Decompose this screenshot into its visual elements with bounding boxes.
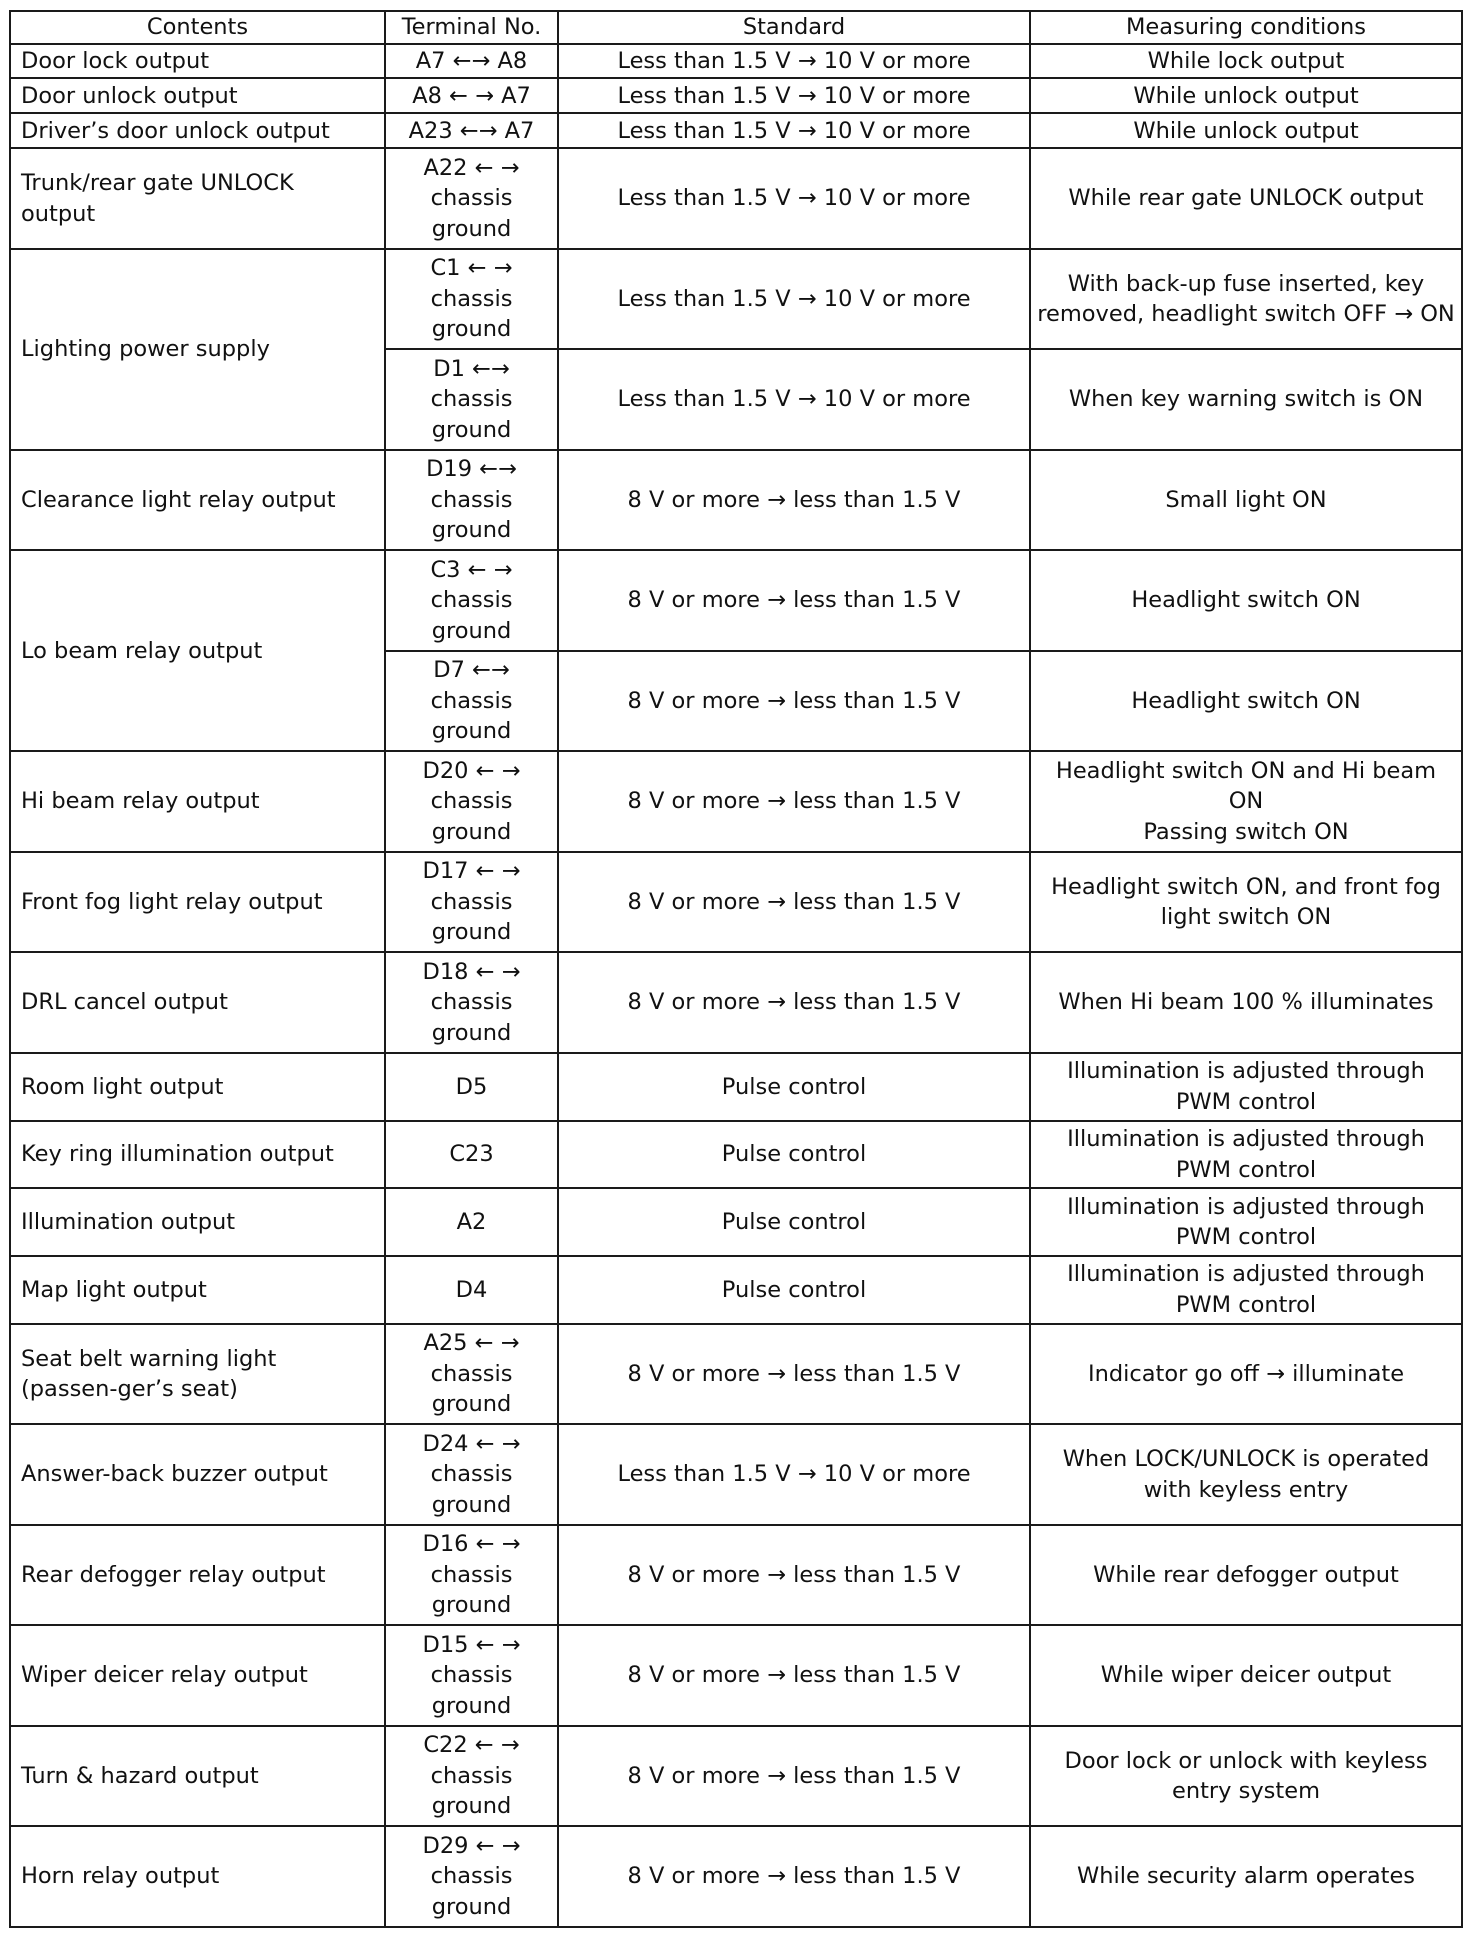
cell-standard: 8 V or more → less than 1.5 V — [558, 1826, 1030, 1927]
cell-conditions: When Hi beam 100 % illuminates — [1030, 952, 1462, 1053]
cell-standard: 8 V or more → less than 1.5 V — [558, 1525, 1030, 1626]
cell-conditions: Illumination is adjusted through PWM control — [1030, 1188, 1462, 1256]
cell-conditions: Illumination is adjusted through PWM control — [1030, 1121, 1462, 1189]
cell-contents: Driver’s door unlock output — [10, 113, 385, 148]
terminal-pin: D7 ←→ — [433, 657, 510, 684]
cell-standard: Less than 1.5 V → 10 V or more — [558, 78, 1030, 113]
table-row — [10, 1525, 1462, 1626]
cell-terminal: D5 — [385, 1053, 558, 1121]
cell-standard: Pulse control — [558, 1053, 1030, 1121]
table-row — [10, 952, 1462, 1053]
cell-conditions: Small light ON — [1030, 450, 1462, 551]
cell-terminal — [385, 1726, 558, 1827]
table-row — [10, 78, 1462, 113]
terminal-line-3: ground — [431, 316, 512, 343]
terminal-line-3: ground — [431, 1692, 512, 1719]
cell-standard: Less than 1.5 V → 10 V or more — [558, 113, 1030, 148]
terminal-pin: D16 ← → — [422, 1531, 521, 1558]
header-conditions: Measuring conditions — [1030, 11, 1462, 44]
cell-standard: 8 V or more → less than 1.5 V — [558, 651, 1030, 752]
terminal-line-2: chassis — [430, 788, 513, 815]
terminal-line-3: ground — [431, 1793, 512, 1820]
cell-conditions — [1030, 751, 1462, 852]
cell-contents: Room light output — [10, 1053, 385, 1121]
terminal-pin: D19 ←→ — [426, 456, 517, 483]
terminal-pin: C3 ← → — [430, 556, 513, 583]
cell-standard: 8 V or more → less than 1.5 V — [558, 852, 1030, 953]
terminal-pin: D18 ← → — [422, 958, 521, 985]
terminal-line-2: chassis — [430, 1360, 513, 1387]
cell-contents: Door unlock output — [10, 78, 385, 113]
condition-line: Headlight switch ON and Hi beam ON — [1055, 757, 1437, 815]
cell-conditions: When LOCK/UNLOCK is operated with keyless entry — [1030, 1424, 1462, 1525]
table-row — [10, 44, 1462, 79]
table-row — [10, 249, 1462, 350]
terminal-pin: A25 ← → — [423, 1330, 520, 1357]
cell-contents: Front fog light relay output — [10, 852, 385, 953]
cell-terminal — [385, 952, 558, 1053]
cell-terminal — [385, 1525, 558, 1626]
table-row — [10, 852, 1462, 953]
terminal-line-2: chassis — [430, 1762, 513, 1789]
table-row — [10, 751, 1462, 852]
cell-terminal — [385, 852, 558, 953]
cell-conditions: While rear gate UNLOCK output — [1030, 148, 1462, 249]
cell-terminal — [385, 1826, 558, 1927]
terminal-pin: C22 ← → — [423, 1732, 520, 1759]
cell-conditions: Headlight switch ON, and front fog light switch ON — [1030, 852, 1462, 953]
table-row — [10, 1188, 1462, 1256]
cell-contents: Trunk/rear gate UNLOCK output — [10, 148, 385, 249]
cell-standard: 8 V or more → less than 1.5 V — [558, 450, 1030, 551]
cell-contents: Wiper deicer relay output — [10, 1625, 385, 1726]
terminal-line-2: chassis — [430, 587, 513, 614]
cell-conditions: While security alarm operates — [1030, 1826, 1462, 1927]
table-row — [10, 1726, 1462, 1827]
terminal-line-3: ground — [431, 919, 512, 946]
terminal-line-2: chassis — [430, 185, 513, 212]
cell-terminal: D4 — [385, 1256, 558, 1324]
cell-conditions: With back-up fuse inserted, key removed, headlight switch OFF → ON — [1030, 249, 1462, 350]
cell-terminal — [385, 550, 558, 651]
condition-line-2: Passing switch ON — [1143, 818, 1349, 845]
cell-terminal — [385, 651, 558, 752]
table-row — [10, 550, 1462, 651]
terminal-line-3: ground — [431, 1592, 512, 1619]
cell-contents: Map light output — [10, 1256, 385, 1324]
table-row — [10, 1424, 1462, 1525]
cell-contents: Horn relay output — [10, 1826, 385, 1927]
terminal-line-3: ground — [431, 718, 512, 745]
cell-standard: 8 V or more → less than 1.5 V — [558, 550, 1030, 651]
cell-terminal — [385, 1625, 558, 1726]
cell-standard: Less than 1.5 V → 10 V or more — [558, 1424, 1030, 1525]
cell-contents: Rear defogger relay output — [10, 1525, 385, 1626]
terminal-line-2: chassis — [430, 1461, 513, 1488]
table-row — [10, 1625, 1462, 1726]
cell-contents: Door lock output — [10, 44, 385, 79]
cell-terminal — [385, 249, 558, 350]
terminal-line-2: chassis — [430, 989, 513, 1016]
cell-contents: DRL cancel output — [10, 952, 385, 1053]
header-row — [10, 11, 1462, 44]
cell-terminal: A23 ←→ A7 — [385, 113, 558, 148]
cell-terminal: A7 ←→ A8 — [385, 44, 558, 79]
terminal-line-3: ground — [431, 517, 512, 544]
cell-terminal — [385, 450, 558, 551]
cell-contents: Turn & hazard output — [10, 1726, 385, 1827]
cell-terminal — [385, 1424, 558, 1525]
terminal-line-2: chassis — [430, 285, 513, 312]
terminal-line-2: chassis — [430, 687, 513, 714]
terminal-pin: D17 ← → — [422, 858, 521, 885]
cell-standard: 8 V or more → less than 1.5 V — [558, 1324, 1030, 1425]
cell-standard: Pulse control — [558, 1121, 1030, 1189]
cell-terminal — [385, 751, 558, 852]
cell-contents: Illumination output — [10, 1188, 385, 1256]
terminal-line-3: ground — [431, 818, 512, 845]
cell-conditions: Door lock or unlock with keyless entry system — [1030, 1726, 1462, 1827]
cell-conditions: Headlight switch ON — [1030, 550, 1462, 651]
cell-conditions: While lock output — [1030, 44, 1462, 79]
terminal-line-2: chassis — [430, 486, 513, 513]
cell-conditions: Illumination is adjusted through PWM control — [1030, 1256, 1462, 1324]
cell-terminal: A2 — [385, 1188, 558, 1256]
table-row — [10, 1053, 1462, 1121]
header-contents: Contents — [10, 11, 385, 44]
cell-contents: Clearance light relay output — [10, 450, 385, 551]
cell-conditions: While unlock output — [1030, 78, 1462, 113]
table-row — [10, 1324, 1462, 1425]
terminal-line-2: chassis — [430, 1863, 513, 1890]
terminal-pin: D24 ← → — [422, 1430, 521, 1457]
cell-conditions: While wiper deicer output — [1030, 1625, 1462, 1726]
terminal-pin: C1 ← → — [430, 255, 513, 282]
terminal-line-3: ground — [431, 617, 512, 644]
cell-standard: 8 V or more → less than 1.5 V — [558, 751, 1030, 852]
cell-terminal — [385, 1324, 558, 1425]
table-row — [10, 148, 1462, 249]
cell-conditions: Illumination is adjusted through PWM control — [1030, 1053, 1462, 1121]
terminal-line-3: ground — [431, 416, 512, 443]
cell-standard: 8 V or more → less than 1.5 V — [558, 1726, 1030, 1827]
cell-conditions: Indicator go off → illuminate — [1030, 1324, 1462, 1425]
cell-standard: Less than 1.5 V → 10 V or more — [558, 349, 1030, 450]
cell-contents: Lighting power supply — [10, 249, 385, 450]
cell-standard: 8 V or more → less than 1.5 V — [558, 1625, 1030, 1726]
header-standard: Standard — [558, 11, 1030, 44]
terminal-pin: D20 ← → — [422, 757, 521, 784]
cell-standard: Less than 1.5 V → 10 V or more — [558, 44, 1030, 79]
terminal-line-3: ground — [431, 215, 512, 242]
terminal-line-3: ground — [431, 1391, 512, 1418]
terminal-pin: D29 ← → — [422, 1832, 521, 1859]
header-terminal: Terminal No. — [385, 11, 558, 44]
cell-conditions: While rear defogger output — [1030, 1525, 1462, 1626]
cell-contents: Answer-back buzzer output — [10, 1424, 385, 1525]
terminal-line-2: chassis — [430, 1561, 513, 1588]
cell-contents: Seat belt warning light (passen-ger’s seat) — [10, 1324, 385, 1425]
terminal-pin: A22 ← → — [423, 154, 520, 181]
cell-standard: 8 V or more → less than 1.5 V — [558, 952, 1030, 1053]
table-row — [10, 1826, 1462, 1927]
table-row — [10, 1256, 1462, 1324]
terminal-line-3: ground — [431, 1491, 512, 1518]
table-row — [10, 113, 1462, 148]
cell-conditions: When key warning switch is ON — [1030, 349, 1462, 450]
cell-standard: Less than 1.5 V → 10 V or more — [558, 249, 1030, 350]
table-row — [10, 1121, 1462, 1189]
terminal-line-2: chassis — [430, 1662, 513, 1689]
cell-standard: Pulse control — [558, 1256, 1030, 1324]
terminal-pin: D1 ←→ — [433, 355, 510, 382]
terminal-pin: D15 ← → — [422, 1631, 521, 1658]
cell-conditions: Headlight switch ON — [1030, 651, 1462, 752]
cell-terminal — [385, 349, 558, 450]
cell-conditions: While unlock output — [1030, 113, 1462, 148]
terminal-line-3: ground — [431, 1019, 512, 1046]
terminal-line-2: chassis — [430, 888, 513, 915]
terminal-line-3: ground — [431, 1893, 512, 1920]
spec-table — [9, 10, 1463, 1928]
cell-terminal — [385, 148, 558, 249]
cell-terminal: A8 ← → A7 — [385, 78, 558, 113]
cell-standard: Pulse control — [558, 1188, 1030, 1256]
table-row — [10, 450, 1462, 551]
cell-contents: Lo beam relay output — [10, 550, 385, 751]
cell-terminal: C23 — [385, 1121, 558, 1189]
cell-contents: Key ring illumination output — [10, 1121, 385, 1189]
terminal-line-2: chassis — [430, 386, 513, 413]
cell-standard: Less than 1.5 V → 10 V or more — [558, 148, 1030, 249]
cell-contents: Hi beam relay output — [10, 751, 385, 852]
